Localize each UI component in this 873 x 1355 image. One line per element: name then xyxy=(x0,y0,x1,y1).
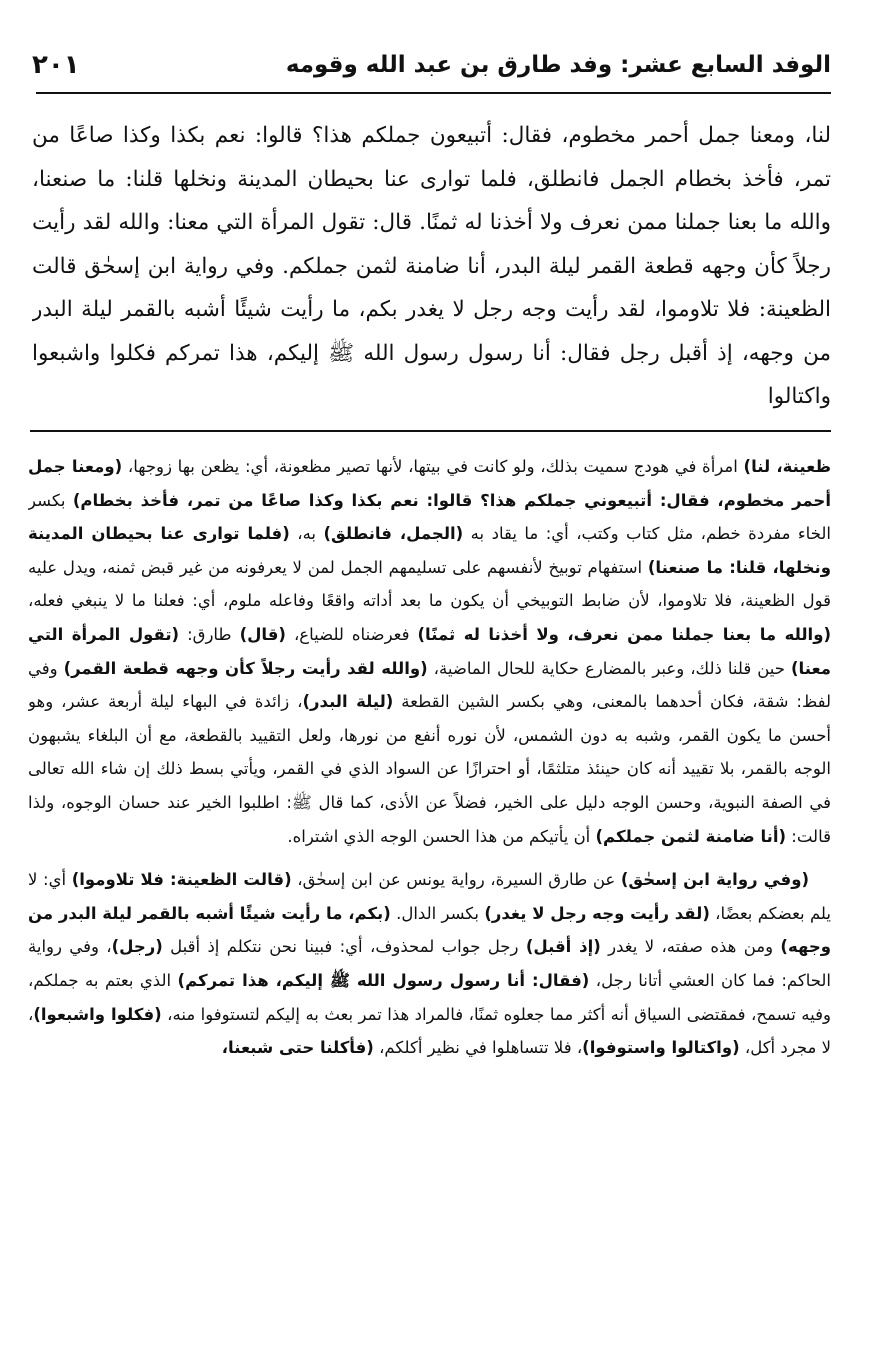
commentary-run: (وفي رواية ابن إسحٰق) xyxy=(620,870,809,890)
commentary-run: عن طارق السيرة، رواية يونس عن ابن إسحٰق، xyxy=(291,870,621,890)
commentary-run: (فأكلنا حتى شبعنا، xyxy=(221,1038,374,1058)
commentary-run: طارق: xyxy=(179,624,240,644)
commentary-run: (ليلة البدر) xyxy=(302,692,394,712)
commentary-run: ، زائدة في البهاء ليلة أربعة عشر، وهو أحسن ما يكون القمر، وشبه به دون الشمس، لأن نوره أنفع من نورها، ولعل التقييد بالقطعة، مع أن البلغاء يشبهون الوجه بالقمر، بلا تقييد أنه كان حينئذ متلثمًا، أو احترازًا عن السواد الذي في القمر، ويأتي بسط ذلك إن شاء الله تعالى في الصفة النبوية، وحسن الوجه دليل على الخير، فضلاً عن الأذى، كما قال ﷺ: اطلبوا الخير عند حسان الوجوه، ولذا قالت: xyxy=(28,692,831,846)
commentary-run: (فقال: أنا رسول رسول الله ﷺ إليكم، هذا تمركم) xyxy=(177,970,590,990)
commentary-run: (واكتالوا واستوفوا) xyxy=(582,1038,740,1058)
page-number: ٢٠١ xyxy=(32,50,80,80)
commentary-run: (قالت الظعينة: فلا تلاوموا) xyxy=(71,870,292,890)
commentary-run: (لقد رأيت وجه رجل لا يغدر) xyxy=(484,903,710,923)
commentary-run: ، وفي رواية الحاكم: فما كان العشي أتانا رجل، xyxy=(28,937,831,990)
commentary-run: فعرضناه للضياع، xyxy=(285,624,418,644)
commentary-paragraph xyxy=(28,863,831,1065)
commentary-run: (والله لقد رأيت رجلاً كأن وجهه قطعة القمر) xyxy=(63,658,428,678)
hadith-text: لنا، ومعنا جمل أحمر مخطوم، فقال: أتبيعون جملكم هذا؟ قالوا: نعم بكذا وكذا صاعًا من تمر، فأخذ بخطام الجمل فانطلق، فلما توارى عنا بحيطان المدينة ونخلها قلنا: ما صنعنا، والله ما بعنا جملنا ممن نعرف ولا أخذنا له ثمنًا. قال: تقول المرأة التي معنا: والله لقد رأيت رجلاً كأن وجهه قطعة القمر ليلة البدر، أنا ضامنة لثمن جملكم. وفي رواية ابن إسحٰق قالت الظعينة: فلا تلاوموا، لقد رأيت وجه رجل لا يغدر بكم، ما رأيت شيئًا أشبه بالقمر ليلة البدر من وجهه، إذ أقبل رجل فقال: أنا رسول رسول الله ﷺ إليكم، هذا تمركم فكلوا واشبعوا واكتالوا xyxy=(32,123,831,409)
commentary-run: استفهام توبيخ لأنفسهم على تسليمهم الجمل لمن لا يعرفونه من غير قبض ثمنه، ويدل عليه قول الظعينة، فلا تلاوموا، لأن ضابط التوبيخي أن يكون ما بعد أداته واقعًا وفاعله ملوم، أي: فعلنا ما لا ينبغي فعله، xyxy=(28,557,831,611)
commentary-run: (فكلوا واشبعوا) xyxy=(33,1004,162,1024)
commentary-run: بكسر الدال. xyxy=(390,903,485,923)
commentary-run: (أنا ضامنة لثمن جملكم) xyxy=(595,826,787,846)
commentary-run: (قال) xyxy=(239,624,286,644)
commentary-run: (فلما توارى عنا بحيطان المدينة ونخلها، قلنا: ما صنعنا) xyxy=(28,524,831,577)
commentary-run: أن يأتيكم من هذا الحسن الوجه الذي اشتراه. xyxy=(287,826,596,846)
commentary-run: به، xyxy=(289,524,324,544)
commentary-run: (تقول المرأة التي معنا) xyxy=(28,624,831,678)
commentary-run: (ومعنا جمل أحمر مخطوم، فقال: أتبيعوني جملكم هذا؟ قالوا: نعم بكذا وكذا صاعًا من تمر، فأخذ بخطام) xyxy=(28,457,831,510)
commentary-run: ظعينة، لنا) xyxy=(743,457,831,476)
commentary-run: (الجمل، فانطلق) xyxy=(323,524,464,544)
commentary-run: ، فلا تتساهلوا في نظير أكلكم، xyxy=(373,1038,583,1058)
page-header xyxy=(32,38,831,92)
commentary-run: الذي بعتم به جملكم، وفيه تسمح، فمقتضى السياق أنه أكثر مما جعلوه ثمنًا، فالمراد هذا تمر بعث به إليكم لتستوفوا منه، xyxy=(28,970,831,1024)
commentary-run: حين قلنا ذلك، وعبر بالمضارع حكاية للحال الماضية، xyxy=(427,658,791,678)
commentary-run: وفي لفظ: شقة، فكان أحدهما بالمعنى، وهي بكسر الشين القطعة xyxy=(28,658,831,712)
commentary-run: رجل جواب لمحذوف، أي: فبينا نحن نتكلم إذ أقبل xyxy=(162,937,526,957)
commentary-run: (بكم، ما رأيت شيئًا أشبه بالقمر ليلة البدر من وجهه) xyxy=(28,903,831,957)
commentary-section xyxy=(28,450,831,1340)
commentary-run: (والله ما بعنا جملنا ممن نعرف، ولا أخذنا له ثمنًا) xyxy=(417,624,831,644)
commentary-run: بكسر الخاء مفردة خطم، مثل كتاب وكتب، أي: ما يقاد به xyxy=(28,490,831,544)
commentary-run: ، لا مجرد أكل، xyxy=(28,1004,831,1058)
running-title: الوفد السابع عشر: وفد طارق بن عبد الله وقومه xyxy=(285,52,831,78)
commentary-run: (إذ أقبل) xyxy=(525,937,601,957)
commentary-run: (رجل) xyxy=(111,937,163,957)
commentary-run: ومن هذه صفته، لا يغدر xyxy=(600,937,781,957)
commentary-paragraph xyxy=(28,450,831,853)
commentary-divider xyxy=(30,430,831,432)
header-rule xyxy=(36,92,831,94)
commentary-run: امرأة في هودج سميت بذلك، ولو كانت في بيتها، لأنها تصير مظعونة، أي: يظعن بها زوجها، xyxy=(122,457,744,476)
commentary-run: أي: لا يلم بعضكم بعضًا، xyxy=(28,870,831,923)
